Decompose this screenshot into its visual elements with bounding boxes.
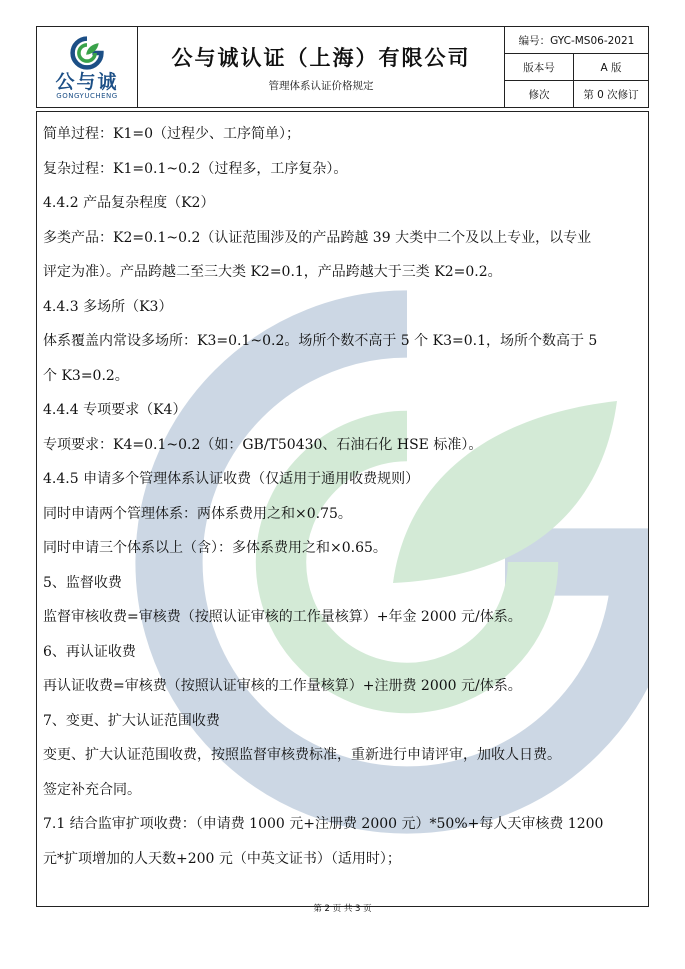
text-line: 元*扩项增加的人天数+200 元（中英文证书）（适用时）； (43, 850, 401, 867)
text-line: 再认证收费=审核费（按照认证审核的工作量核算）+注册费 2000 元/体系。 (43, 678, 522, 694)
page-number: 第 2 页 共 3 页 (313, 904, 372, 914)
document-title: 管理体系认证价格规定 (268, 79, 374, 92)
revision-row (505, 81, 648, 107)
text-line: 多类产品：K2=0.1~0.2（认证范围涉及的产品跨越 39 大类中二个及以上专业，以专业 (43, 229, 592, 246)
logo-chinese-text: 公与诚 (55, 70, 119, 93)
section-heading: 4.4.2 产品复杂程度（K2） (43, 195, 215, 211)
section-heading: 4.4.5 申请多个管理体系认证收费（仅适用于通用收费规则） (43, 471, 420, 487)
revision-value: 第 0 次修订 (583, 88, 639, 101)
text-line: 签定补充合同。 (43, 781, 141, 798)
text-line: 7.1 结合监审扩项收费：（申请费 1000 元+注册费 2000 元）*50%+每人天审核费 1200 (43, 816, 604, 832)
company-name: 公与诚认证（上海）有限公司 (171, 44, 471, 70)
title-block (138, 27, 505, 107)
text-line: 评定为准）。产品跨越二至三大类 K2=0.1，产品跨越大于三类 K2=0.2。 (43, 264, 502, 280)
text-line: 专项要求：K4=0.1~0.2（如：GB/T50430、石油石化 HSE 标准）。 (43, 436, 483, 453)
text-line: 变更、扩大认证范围收费，按照监督审核费标准，重新进行申请评审，加收人日费。 (43, 747, 561, 763)
version-row (505, 54, 648, 81)
text-line: 个 K3=0.2。 (43, 367, 129, 384)
section-heading: 4.4.3 多场所（K3） (43, 298, 173, 315)
document-meta (505, 27, 648, 107)
section-heading: 6、再认证收费 (43, 643, 136, 660)
revision-label: 修次 (505, 81, 574, 107)
section-heading: 4.4.4 专项要求（K4） (43, 402, 187, 418)
text-line: 监督审核收费=审核费（按照认证审核的工作量核算）+年金 2000 元/体系。 (43, 609, 522, 625)
document-body (43, 123, 643, 882)
text-line: 体系覆盖内常设多场所：K3=0.1~0.2。场所个数不高于 5 个 K3=0.1，场所个数高于 5 (43, 333, 598, 349)
text-line: 简单过程：K1=0（过程少、工序简单）； (43, 126, 301, 142)
text-line: 复杂过程：K1=0.1~0.2（过程多，工序复杂）。 (43, 160, 348, 177)
text-line: 同时申请三个体系以上（含）：多体系费用之和×0.65。 (43, 540, 387, 556)
logo (37, 27, 138, 107)
version-label: 版本号 (505, 54, 574, 80)
document-header (36, 26, 649, 108)
logo-english-text: GONGYUCHENG (56, 91, 118, 100)
doc-number: 编号：GYC-MS06-2021 (505, 27, 648, 54)
section-heading: 5、监督收费 (43, 574, 122, 591)
text-line: 同时申请两个管理体系：两体系费用之和×0.75。 (43, 505, 352, 522)
section-heading: 7、变更、扩大认证范围收费 (43, 712, 220, 729)
content-frame (36, 111, 649, 907)
company-logo-icon (69, 35, 105, 71)
version-value: A 版 (600, 61, 622, 74)
